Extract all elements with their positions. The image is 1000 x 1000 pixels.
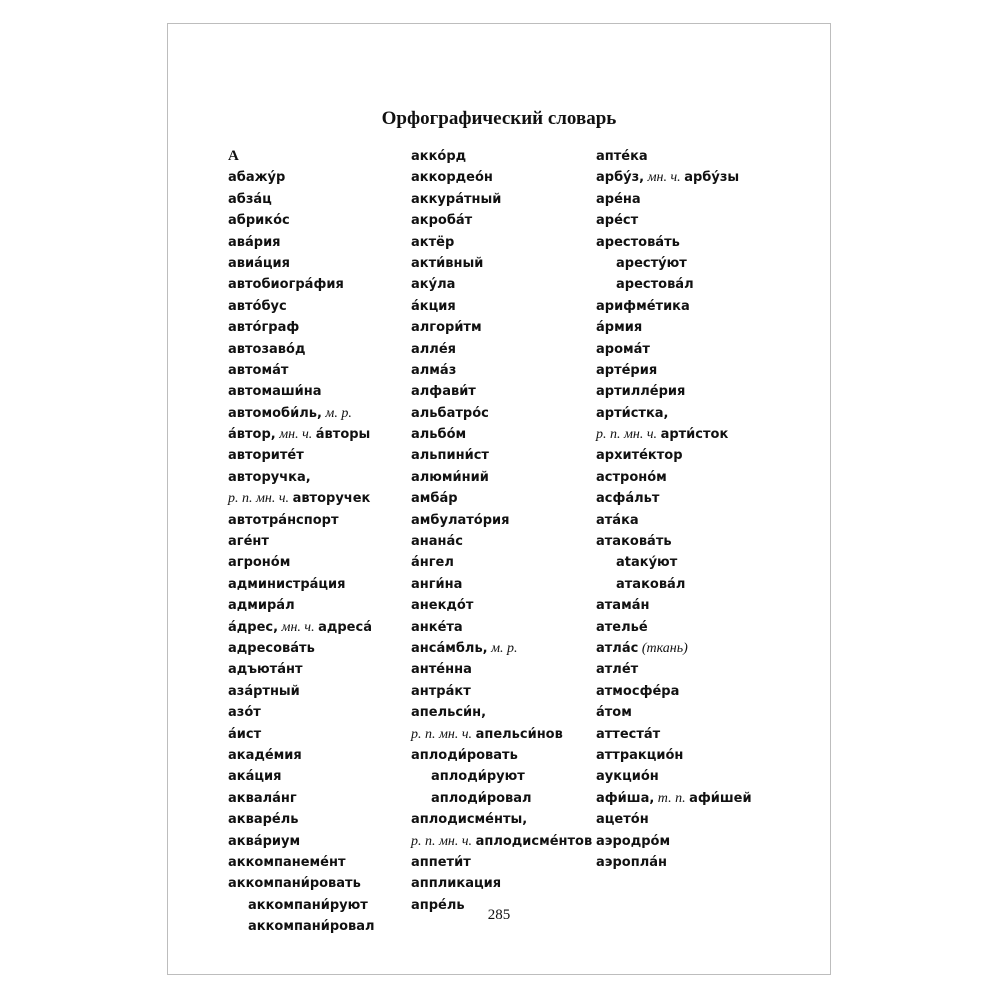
entry-word: авиа́ция: [228, 255, 290, 271]
entry-word: атле́т: [596, 662, 639, 678]
dictionary-entry: [411, 253, 592, 274]
section-letter: [228, 146, 375, 167]
dictionary-entry: [411, 189, 592, 210]
dictionary-entry: [228, 724, 375, 745]
dictionary-entry: [596, 381, 752, 402]
dictionary-entry: [228, 424, 375, 445]
entry-word: анте́нна: [411, 662, 472, 678]
dictionary-entry: [596, 210, 752, 231]
entry-word: арбу́з,: [596, 170, 645, 186]
dictionary-entry: [411, 617, 592, 638]
entry-word: акваре́ль: [228, 812, 299, 828]
dictionary-entry: [411, 552, 592, 573]
entry-form: арбу́зы: [684, 170, 740, 186]
dictionary-entry: [228, 510, 375, 531]
entry-word: аккомпани́руют: [248, 897, 368, 913]
dictionary-entry: [411, 210, 592, 231]
dictionary-entry: [228, 638, 375, 659]
entry-word: аресту́ют: [616, 255, 687, 271]
dictionary-entry: [596, 317, 752, 338]
dictionary-entry: [411, 595, 592, 616]
entry-word: аква́риум: [228, 833, 301, 849]
dictionary-entry: [228, 552, 375, 573]
entry-word: атла́с: [596, 640, 639, 656]
dictionary-entry: [596, 809, 752, 830]
entry-word: анги́на: [411, 576, 463, 592]
dictionary-entry: [411, 403, 592, 424]
entry-word: атмосфе́ра: [596, 683, 680, 699]
entry-word: автотра́нспорт: [228, 512, 339, 528]
dictionary-entry: [411, 681, 592, 702]
dictionary-entry: [596, 681, 752, 702]
page-title: Орфографический словарь: [381, 108, 617, 129]
entry-form: аплодисме́нтов: [475, 833, 593, 849]
entry-word: арестова́л: [616, 277, 694, 293]
dictionary-entry: [411, 766, 592, 787]
dictionary-entry: [228, 274, 375, 295]
entry-word: альбатро́с: [411, 405, 489, 421]
dictionary-page: [167, 23, 831, 975]
entry-word: автома́т: [228, 362, 289, 378]
dictionary-entry: [596, 724, 752, 745]
grammar-note: мн. ч.: [278, 619, 319, 635]
dictionary-entry: [228, 296, 375, 317]
grammar-note: м. р.: [487, 640, 518, 656]
dictionary-entry: [596, 253, 752, 274]
entry-word: аэропла́н: [596, 854, 667, 870]
dictionary-entry: [411, 531, 592, 552]
dictionary-entry: [228, 873, 375, 894]
entry-word: а́том: [596, 705, 632, 721]
entry-word: ава́рия: [228, 234, 281, 250]
dictionary-entry: [411, 574, 592, 595]
dictionary-entry: [596, 339, 752, 360]
dictionary-entry: [411, 424, 592, 445]
entry-word: аккомпани́ровал: [248, 919, 375, 935]
entry-word: азо́т: [228, 705, 261, 721]
dictionary-entry: [228, 210, 375, 231]
entry-word: актёр: [411, 234, 455, 250]
entry-word: алюми́ний: [411, 469, 489, 485]
entry-word: а́ист: [228, 726, 262, 742]
entry-word: авто́граф: [228, 320, 300, 336]
dictionary-entry: [411, 445, 592, 466]
dictionary-entry: [596, 167, 752, 188]
dictionary-entry: [228, 360, 375, 381]
grammar-note: р. п. мн. ч.: [411, 833, 476, 849]
entry-word: апельси́н,: [411, 705, 487, 721]
entry-word: акти́вный: [411, 255, 484, 271]
entry-word: ацето́н: [596, 812, 649, 828]
entry-form: арти́сток: [660, 427, 729, 443]
entry-word: апте́ка: [596, 149, 648, 164]
entry-word: А: [228, 148, 239, 164]
entry-word: ателье́: [596, 619, 648, 635]
entry-word: ataкýют: [616, 555, 678, 571]
entry-word: администра́ция: [228, 576, 346, 592]
entry-word: алма́з: [411, 362, 457, 378]
entry-word: аэродро́м: [596, 833, 671, 849]
dictionary-entry: [228, 702, 375, 723]
dictionary-entry: [596, 852, 752, 873]
dictionary-entry: [411, 873, 592, 894]
entry-word: апре́ль: [411, 897, 465, 913]
dictionary-entry: [411, 659, 592, 680]
grammar-note: м. р.: [321, 405, 352, 421]
dictionary-entry: [596, 702, 752, 723]
entry-word: арти́стка,: [596, 405, 669, 421]
entry-word: абажу́р: [228, 170, 286, 186]
dictionary-entry: [411, 296, 592, 317]
entry-word: амба́р: [411, 491, 458, 507]
entry-word: аукцио́н: [596, 769, 659, 785]
dictionary-entry: [228, 766, 375, 787]
entry-word: аге́нт: [228, 534, 269, 550]
dictionary-entry: [596, 831, 752, 852]
entry-word: аза́ртный: [228, 683, 300, 699]
dictionary-entry: [411, 274, 592, 295]
dictionary-entry: [228, 488, 375, 509]
entry-word: атакова́ть: [596, 534, 672, 550]
entry-word: а́кция: [411, 298, 456, 314]
dictionary-entry: [596, 146, 752, 167]
dictionary-entry: [411, 146, 592, 167]
dictionary-entry: [411, 488, 592, 509]
dictionary-entry: [411, 360, 592, 381]
dictionary-entry: [596, 189, 752, 210]
dictionary-entry: [228, 232, 375, 253]
entry-word: а́втор,: [228, 427, 276, 443]
entry-word: авторите́т: [228, 448, 304, 464]
entry-word: амбулато́рия: [411, 512, 510, 528]
dictionary-entry: [596, 788, 752, 809]
entry-word: архите́ктор: [596, 448, 683, 464]
dictionary-entry: [596, 552, 752, 573]
dictionary-entry: [228, 445, 375, 466]
grammar-note: (ткань): [638, 640, 688, 656]
entry-word: алфави́т: [411, 384, 476, 400]
dictionary-entry: [596, 510, 752, 531]
entry-word: аплодисме́нты,: [411, 812, 528, 828]
entry-word: анана́с: [411, 534, 463, 550]
dictionary-entry: [411, 339, 592, 360]
dictionary-entry: [596, 403, 752, 424]
grammar-note: р. п. мн. ч.: [596, 427, 661, 443]
dictionary-entry: [228, 381, 375, 402]
dictionary-entry: [228, 403, 375, 424]
entry-word: альпини́ст: [411, 448, 489, 464]
entry-word: а́рмия: [596, 320, 643, 336]
grammar-note: р. п. мн. ч.: [411, 726, 476, 742]
entry-word: арестова́ть: [596, 234, 680, 250]
dictionary-entry: [596, 531, 752, 552]
entry-word: акроба́т: [411, 213, 473, 229]
dictionary-entry: [411, 510, 592, 531]
dictionary-entry: [596, 488, 752, 509]
entry-word: агроно́м: [228, 555, 291, 571]
entry-word: аккордео́н: [411, 170, 493, 186]
dictionary-entry: [596, 659, 752, 680]
page-number: 285: [487, 907, 511, 923]
entry-word: анке́та: [411, 619, 463, 635]
column-3: [596, 146, 752, 873]
entry-word: арте́рия: [596, 362, 658, 378]
dictionary-entry: [228, 809, 375, 830]
dictionary-entry: [596, 424, 752, 445]
entry-word: аппети́т: [411, 854, 471, 870]
grammar-note: т. п.: [654, 790, 690, 806]
entry-word: артилле́рия: [596, 384, 686, 400]
grammar-note: р. п. мн. ч.: [228, 491, 293, 507]
dictionary-entry: [411, 381, 592, 402]
dictionary-entry: [596, 595, 752, 616]
dictionary-entry: [228, 253, 375, 274]
entry-form: афи́шей: [689, 790, 752, 806]
entry-word: афи́ша,: [596, 790, 655, 806]
entry-word: ака́ция: [228, 769, 282, 785]
entry-word: аттеста́т: [596, 726, 661, 742]
entry-word: аккомпани́ровать: [228, 876, 361, 892]
entry-word: аквала́нг: [228, 790, 297, 806]
entry-word: алле́я: [411, 341, 456, 357]
dictionary-entry: [411, 702, 592, 723]
dictionary-entry: [596, 745, 752, 766]
entry-word: алгори́тм: [411, 320, 482, 336]
entry-word: антра́кт: [411, 683, 471, 699]
entry-word: астроно́м: [596, 469, 667, 485]
entry-word: аккура́тный: [411, 191, 502, 207]
dictionary-entry: [411, 809, 592, 830]
entry-word: ата́ка: [596, 512, 639, 528]
entry-form: апельси́нов: [475, 726, 563, 742]
entry-word: акко́рд: [411, 149, 467, 164]
entry-word: анекдо́т: [411, 598, 474, 614]
dictionary-entry: [596, 574, 752, 595]
entry-word: арома́т: [596, 341, 650, 357]
dictionary-entry: [596, 467, 752, 488]
entry-word: авто́бус: [228, 298, 287, 314]
dictionary-entry: [411, 317, 592, 338]
dictionary-entry: [228, 189, 375, 210]
dictionary-entry: [228, 317, 375, 338]
entry-word: автобиогра́фия: [228, 277, 344, 293]
entry-word: аппликация: [411, 876, 502, 892]
dictionary-entry: [596, 766, 752, 787]
dictionary-entry: [596, 232, 752, 253]
dictionary-entry: [596, 274, 752, 295]
entry-word: абза́ц: [228, 191, 272, 207]
dictionary-entry: [228, 574, 375, 595]
dictionary-entry: [228, 167, 375, 188]
entry-word: асфа́льт: [596, 491, 660, 507]
entry-word: адъюта́нт: [228, 662, 303, 678]
dictionary-entry: [411, 167, 592, 188]
entry-word: атама́н: [596, 598, 650, 614]
dictionary-entry: [411, 852, 592, 873]
entry-word: аку́ла: [411, 277, 456, 293]
entry-word: аккомпанеме́нт: [228, 854, 346, 870]
entry-form: адреса́: [318, 619, 372, 635]
dictionary-entry: [228, 745, 375, 766]
entry-word: атакова́л: [616, 576, 686, 592]
entry-word: аре́на: [596, 191, 641, 207]
dictionary-entry: [411, 788, 592, 809]
entry-word: альбо́м: [411, 427, 467, 443]
dictionary-entry: [411, 232, 592, 253]
entry-word: автомоби́ль,: [228, 405, 322, 421]
entry-word: аре́ст: [596, 213, 639, 229]
entry-word: автомаши́на: [228, 384, 322, 400]
entry-word: а́дрес,: [228, 619, 279, 635]
entry-word: а́нгел: [411, 555, 454, 571]
dictionary-entry: [596, 617, 752, 638]
entry-word: анса́мбль,: [411, 640, 488, 656]
dictionary-entry: [411, 831, 592, 852]
dictionary-entry: [228, 681, 375, 702]
entry-word: абрико́с: [228, 213, 290, 229]
dictionary-entry: [228, 852, 375, 873]
dictionary-entry: [228, 531, 375, 552]
dictionary-entry: [228, 659, 375, 680]
entry-word: адресова́ть: [228, 640, 315, 656]
entry-word: арифме́тика: [596, 298, 690, 314]
entry-form: авторучек: [292, 491, 371, 507]
column-2: [411, 146, 592, 916]
dictionary-entry: [596, 638, 752, 659]
entry-word: автозаво́д: [228, 341, 306, 357]
dictionary-entry: [228, 595, 375, 616]
entry-word: аплоди́руют: [431, 769, 525, 785]
column-1: [228, 146, 375, 937]
dictionary-entry: [228, 788, 375, 809]
dictionary-entry: [228, 617, 375, 638]
entry-word: авторучка,: [228, 469, 311, 485]
entry-word: аттракцио́н: [596, 747, 684, 763]
dictionary-entry: [411, 745, 592, 766]
dictionary-entry: [596, 296, 752, 317]
dictionary-entry: [411, 638, 592, 659]
grammar-note: мн. ч.: [275, 427, 316, 443]
entry-word: адмира́л: [228, 598, 295, 614]
entry-word: аплоди́ровать: [411, 747, 518, 763]
entry-word: аплоди́ровал: [431, 790, 532, 806]
dictionary-entry: [596, 360, 752, 381]
dictionary-entry: [228, 467, 375, 488]
entry-word: акаде́мия: [228, 747, 302, 763]
entry-form: а́вторы: [315, 427, 371, 443]
dictionary-entry: [411, 467, 592, 488]
dictionary-entry: [596, 445, 752, 466]
dictionary-entry: [228, 339, 375, 360]
grammar-note: мн. ч.: [644, 170, 685, 186]
dictionary-entry: [228, 831, 375, 852]
dictionary-entry: [411, 724, 592, 745]
